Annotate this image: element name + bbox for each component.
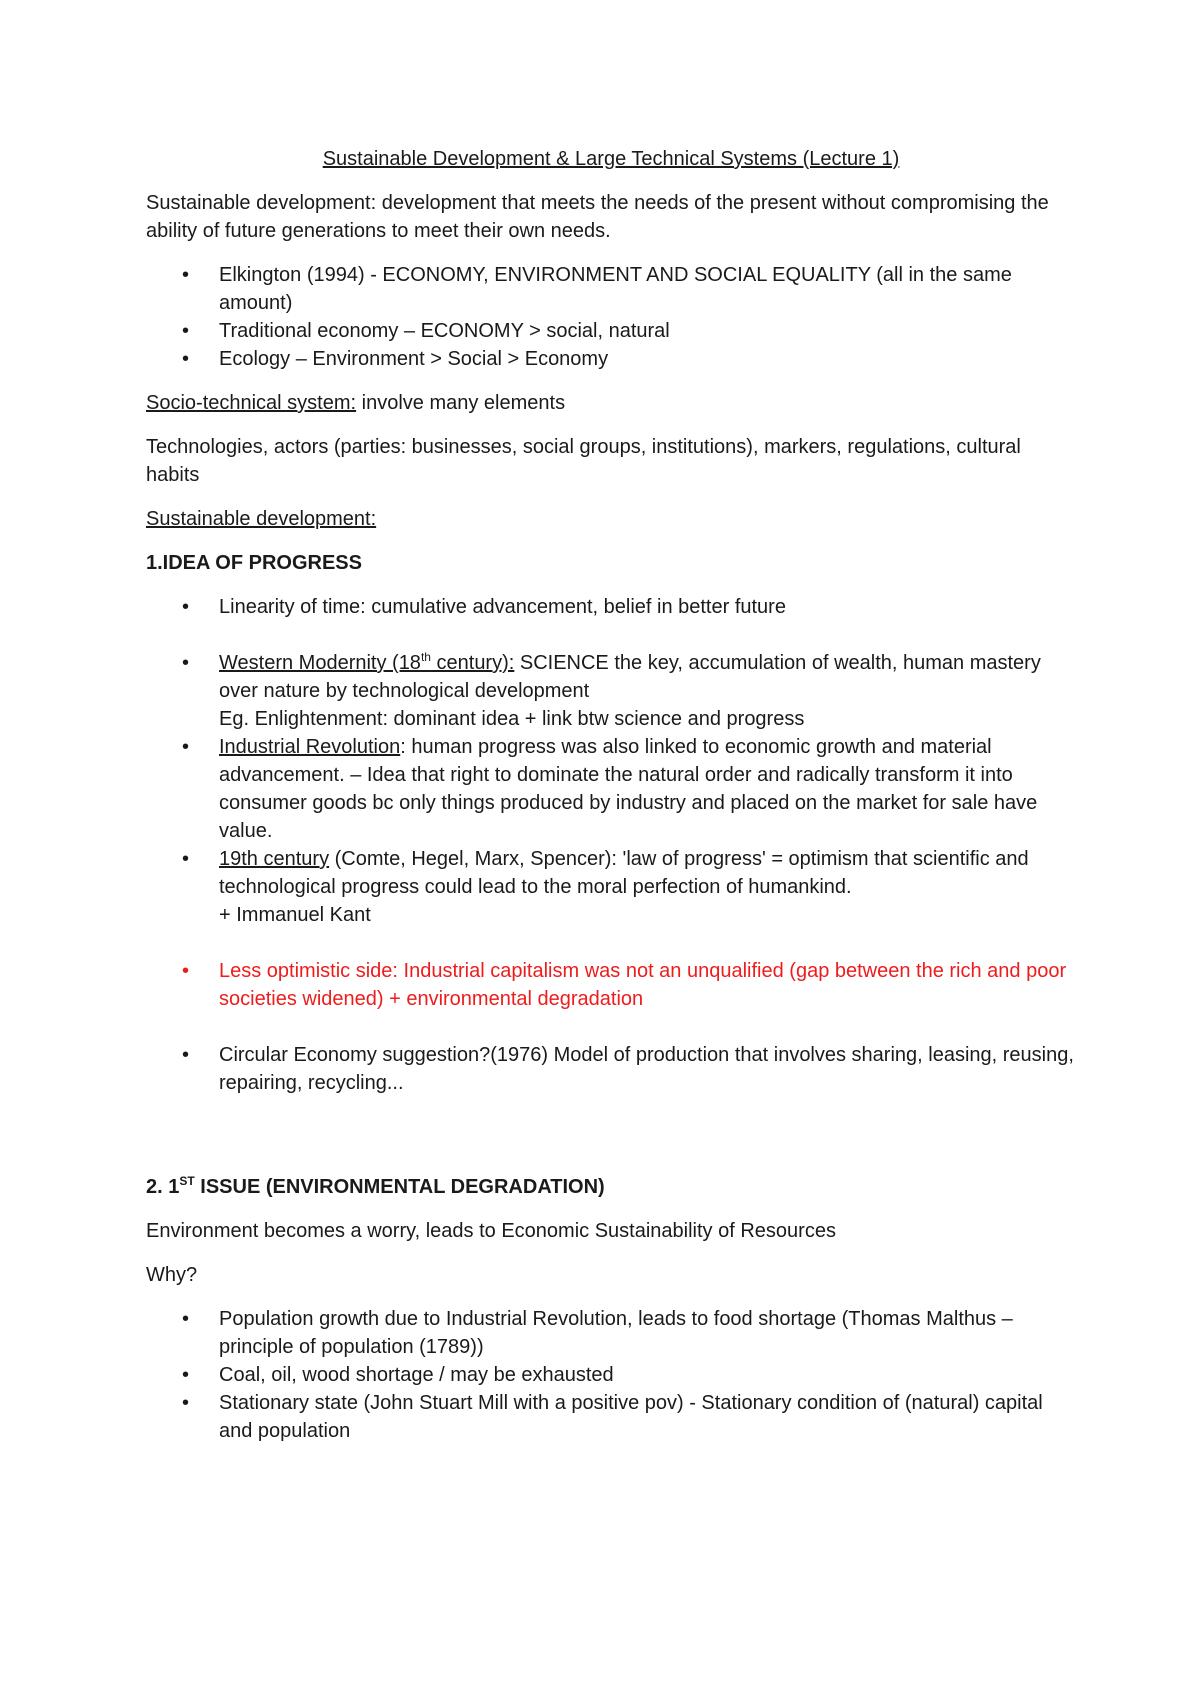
why-question: Why?: [146, 1264, 198, 1286]
spacer: [146, 1113, 1076, 1173]
kant-note: + Immanuel Kant: [219, 904, 371, 926]
section-2-bullet-list: [146, 1305, 1076, 1445]
list-item: [146, 845, 1076, 929]
sustainable-development-label: Sustainable development:: [146, 508, 377, 530]
industrial-revolution-text: : human progress was also linked to economic growth and material advancement. – Idea that right to dominate the natural order and radically transform it into consumer goods bc only things produced by industry and placed on the market for sale have value.: [219, 736, 1038, 842]
list-item: • Population growth due to Industrial Revolution, leads to food shortage (Thomas Malthus – principle of population (1789)): [146, 1305, 1076, 1361]
list-item: • Coal, oil, wood shortage / may be exhausted: [146, 1361, 1076, 1389]
industrial-revolution-label: Industrial Revolution: [219, 736, 401, 758]
section-1-heading: 1.IDEA OF PROGRESS: [146, 552, 362, 574]
list-item: • Circular Economy suggestion?(1976) Model of production that involves sharing, leasing, reusing, repairing, recycling...: [146, 1041, 1076, 1097]
definition-paragraph: Sustainable development: development that meets the needs of the present without compromising the ability of future generations to meet their own needs.: [146, 192, 1049, 242]
socio-technical-label: Socio-technical system:: [146, 392, 357, 414]
document-content: [146, 145, 1076, 1461]
section-1-bullet-list: [146, 593, 1076, 1097]
list-item: • Traditional economy – ECONOMY > social, natural: [146, 317, 1076, 345]
socio-technical-paragraph: [146, 389, 1076, 417]
western-modernity-text: SCIENCE the key, accumulation of wealth, human mastery over nature by technological development: [219, 652, 1041, 702]
section-2-heading: 2. 1ST ISSUE (ENVIRONMENTAL DEGRADATION): [146, 1174, 605, 1198]
list-item: [146, 733, 1076, 845]
list-item: • Stationary state (John Stuart Mill with a positive pov) - Stationary condition of (natural) capital and population: [146, 1389, 1076, 1445]
document-title: Sustainable Development & Large Technical Systems (Lecture 1): [322, 148, 900, 170]
intro-bullet-list: [146, 261, 1076, 373]
socio-technical-text: involve many elements: [356, 392, 566, 414]
nineteenth-century-label: 19th century: [219, 848, 330, 870]
section-2-intro: Environment becomes a worry, leads to Economic Sustainability of Resources: [146, 1220, 836, 1242]
list-item: • Elkington (1994) - ECONOMY, ENVIRONMENT AND SOCIAL EQUALITY (all in the same amount): [146, 261, 1076, 317]
list-item: • Linearity of time: cumulative advancement, belief in better future: [146, 593, 1076, 621]
enlightenment-example: Eg. Enlightenment: dominant idea + link btw science and progress: [219, 708, 805, 730]
western-modernity-label: Western Modernity (18th century):: [219, 650, 515, 674]
list-item: • Less optimistic side: Industrial capitalism was not an unqualified (gap between the rich and poor societies widened) + environmental degradation: [146, 957, 1076, 1013]
list-item: [146, 649, 1076, 733]
technologies-paragraph: Technologies, actors (parties: businesses, social groups, institutions), markers, regulations, cultural habits: [146, 436, 1021, 486]
list-item: • Ecology – Environment > Social > Economy: [146, 345, 1076, 373]
nineteenth-century-text: (Comte, Hegel, Marx, Spencer): 'law of progress' = optimism that scientific and technological progress could lead to the moral perfection of humankind.: [219, 848, 1029, 898]
